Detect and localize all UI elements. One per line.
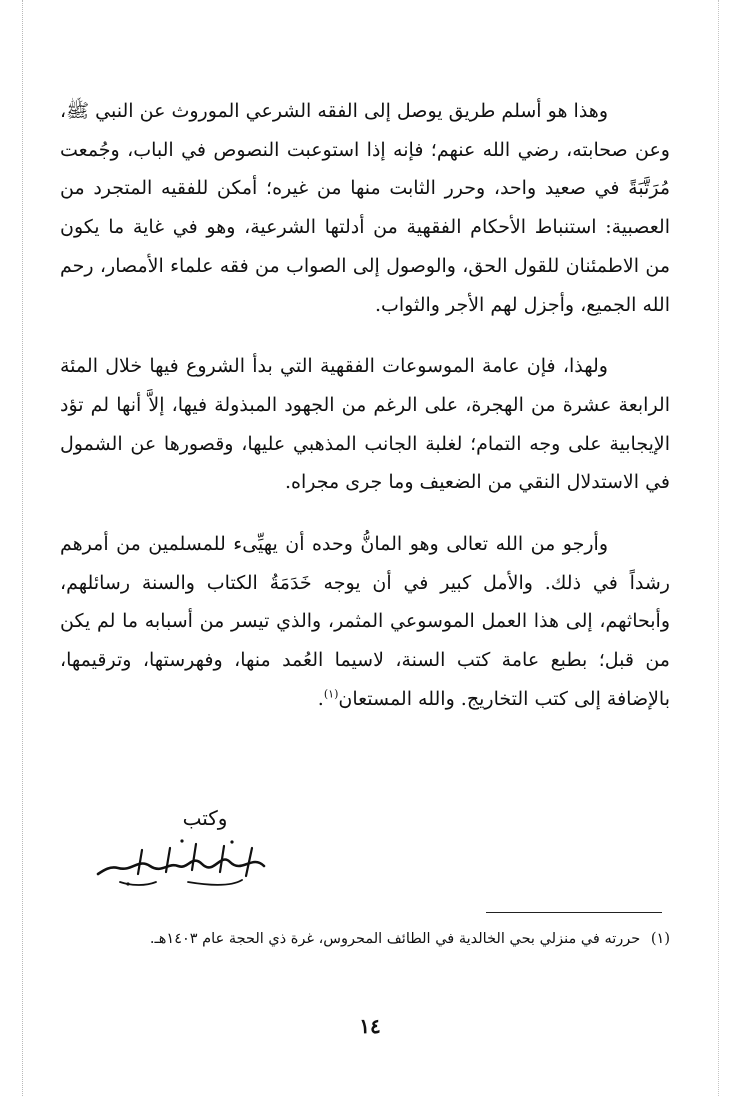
- body-text: [60, 92, 670, 719]
- footnote-divider: [486, 912, 662, 913]
- author-signature: [92, 836, 272, 888]
- footnote-marker: (١): [650, 931, 670, 947]
- paragraph-2: ولهذا، فإن عامة الموسوعات الفقهية التي بدأ الشروع فيها خلال المئة الرابعة عشرة من الهجرة، على الرغم من الجهود المبذولة فيها، إلاَّ أنها لم تؤد الإيجابية على وجه التمام؛ لغلبة الجانب المذهبي عليها، وقصورها عن الشمول في الاستدلال النقي من الضعيف وما جرى مجراه.: [60, 355, 670, 494]
- footnote-reference: (١): [323, 687, 339, 701]
- footnote: [60, 922, 670, 956]
- signature-word: وكتب: [182, 806, 228, 830]
- scan-edge-left: [22, 0, 23, 1096]
- paragraph-3: [60, 525, 670, 719]
- page-number: ١٤: [359, 1014, 381, 1038]
- paragraph-3-period: .: [317, 687, 324, 710]
- paragraph-1: وهذا هو أسلم طريق يوصل إلى الفقه الشرعي الموروث عن النبي ﷺ، وعن صحابته، رضي الله عنهم؛ فإنه إذا استوعبت النصوص في الباب، وجُمعت مُرَتَّبَةً في صعيد واحد، وحرر الثابت منها من غيره؛ أمكن للفقيه المتجرد من العصبية: استنباط الأحكام الفقهية من أدلتها الشرعية، وهو في غاية ما يكون من الاطمئنان للقول الحق، والوصول إلى الصواب من فقه علماء الأمصار، رحم الله الجميع، وأجزل لهم الأجر والثواب.: [60, 100, 670, 316]
- footnote-text: حررته في منزلي بحي الخالدية في الطائف المحروس، غرة ذي الحجة عام ١٤٠٣هـ.: [149, 931, 641, 947]
- scan-edge-right: [718, 0, 719, 1096]
- paragraph-3-text: وأرجو من الله تعالى وهو المانُّ وحده أن يهيِّىء للمسلمين من أمرهم رشداً في ذلك. والأمل كبير في أن يوجه خَدَمَةُ الكتاب والسنة رسائلهم، وأبحاثهم، إلى هذا العمل الموسوعي المثمر، والذي تيسر من أسبابه ما لم يكن من قبل؛ بطبع عامة كتب السنة، لاسيما العُمد منها، وفهرستها، وترقيمها، بالإضافة إلى كتب التخاريج. والله المستعان: [60, 533, 670, 710]
